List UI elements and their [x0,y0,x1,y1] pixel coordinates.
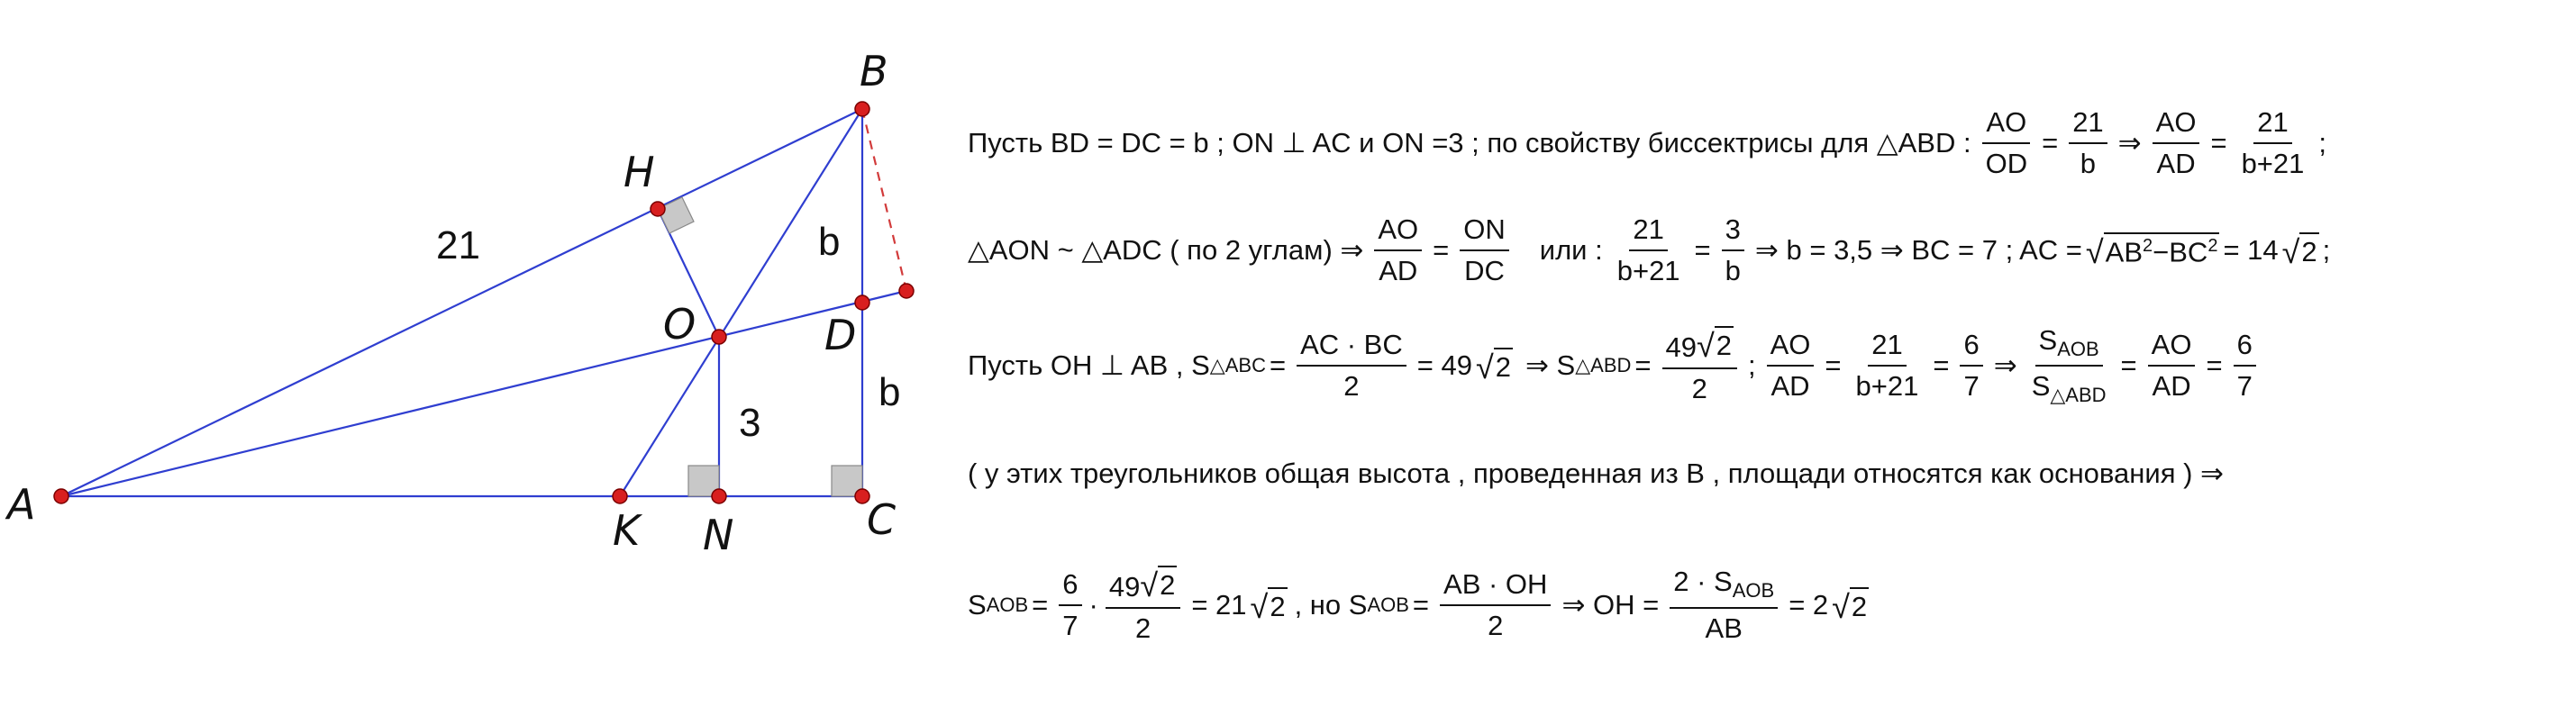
numerator: AO [1767,329,1815,367]
equals-sign: = [2120,349,2137,382]
semicolon: ; [2322,234,2331,266]
point-b [855,102,869,116]
denominator: AD [2152,370,2191,403]
line2-text: △AON ~ △ADC ( по 2 углам) ⇒ [968,234,1364,266]
value-49: = 49 [1416,349,1472,382]
radicand-bc: −BC [2153,236,2208,268]
numerator [1662,326,1738,369]
semicolon: ; [1748,349,1756,382]
radical-body: 2 [1268,587,1287,623]
numerator: AO [1374,213,1422,251]
fraction-6-7 [2234,329,2256,403]
point-k [613,489,627,503]
label-k: K [613,506,641,555]
subscript-aob: AOB [1367,594,1409,616]
segment-ad-extended [61,291,906,496]
subscript-aob: AOB [986,594,1029,616]
numerator: 21 [1868,329,1906,367]
s-letter: S [2038,324,2058,356]
denominator: AB [1705,612,1743,644]
equals-sign: = [1694,234,1711,266]
line3-text: Пусть OH ⊥ AB , S [968,349,1210,382]
radical-sign: √ [1140,566,1159,603]
point-o [712,330,726,344]
numerator-2s: 2 · S [1673,566,1733,598]
exponent: 2 [2143,235,2153,256]
fraction-on-dc [1460,213,1509,287]
fraction-ao-ad [1374,213,1422,287]
fraction-21-b-plus-21 [1852,329,1923,403]
radical-sign: √ [2281,233,2300,270]
numerator [2035,324,2103,367]
line1-text: Пусть BD = DC = b ; ON ⊥ AC и ON =3 ; по свойству биссектрисы для △ABD : [968,127,1971,159]
numerator: 3 [1722,213,1744,251]
numerator: AO [2148,329,2196,367]
implies-s: ⇒ S [1525,349,1576,382]
denominator: b [2080,148,2097,179]
denominator [2028,367,2110,407]
numerator: AB · OH [1440,568,1551,606]
radical-sign: √ [1696,327,1715,365]
label-dc-length: b [878,370,901,414]
denominator: b+21 [2241,148,2305,179]
solution-line-4 [964,458,2227,490]
exponent: 2 [2207,235,2218,256]
subscript-abd: △ABD [1575,354,1632,377]
label-b: B [860,47,888,95]
label-o: O [663,300,696,349]
fraction-ab-oh-2 [1440,568,1551,642]
numerator [1106,566,1181,609]
denominator: 7 [1062,610,1079,641]
denominator: AD [2156,148,2196,179]
dot-operator: · [1088,589,1098,621]
point-extension [899,284,914,298]
line4-text: ( у этих треугольников общая высота , проведенная из B , площади относятся как основания ) ⇒ [968,458,2225,489]
radical-2 [2282,232,2319,268]
value-21: = 21 [1191,589,1247,621]
equals-sign: = [1032,589,1049,621]
fraction-3-b [1722,213,1744,287]
equals-sign: = [1433,234,1450,266]
implies-arrow: ⇒ [2117,127,2142,159]
label-a: A [7,480,36,529]
radical-2 [1696,326,1734,365]
radicand-ab: AB [2105,236,2144,268]
numerator: 21 [2253,106,2291,144]
radical-sign: √ [1250,588,1269,625]
fraction-6-7 [1960,329,1982,403]
numerator: AO [1982,106,2030,144]
point-h [651,202,665,216]
subscript-abd: △ABD [2050,384,2107,407]
implies-oh: ⇒ OH = [1561,589,1660,621]
implies-arrow: ⇒ [1993,349,2017,382]
denominator: AD [1770,370,1810,403]
fraction-saob-sabd [2028,324,2110,407]
or-text: или : [1539,234,1603,266]
result-14: = 14 [2223,234,2279,266]
label-h: H [624,148,655,196]
equals-sign: = [1634,349,1652,382]
subscript-aob: AOB [2057,338,2099,361]
radical-body: 2 [1850,587,1869,623]
radical-sign: √ [2085,233,2104,271]
label-c: C [867,495,897,544]
s-letter: S [968,589,987,621]
radical-body: 2 [2299,232,2318,268]
line2-tail: ⇒ b = 3,5 ⇒ BC = 7 ; AC = [1754,234,2082,266]
label-d: D [824,311,857,359]
denominator: 7 [2236,370,2253,403]
denominator: b+21 [1855,370,1919,403]
fraction-49root2-2 [1106,566,1181,645]
radical-2 [1140,566,1177,602]
numerator-49: 49 [1665,331,1697,364]
label-n: N [703,511,734,559]
radical-body [2104,232,2220,268]
radical-sign: √ [1475,349,1494,386]
equals-sign: = [1933,349,1950,382]
denominator: b+21 [1616,255,1680,286]
solution-line-5 [964,566,1869,645]
fraction-ao-ad [2148,329,2196,403]
fraction-ao-od [1982,106,2032,180]
fraction-21-b [2069,106,2107,180]
numerator-49: 49 [1108,571,1141,603]
fraction-6-7 [1059,568,1081,642]
denominator: 2 [1488,610,1504,641]
solution-line-2 [964,213,2334,287]
semicolon: ; [2318,127,2327,159]
equals-sign: = [1269,349,1287,382]
label-ab-length: 21 [436,223,480,267]
radical-body: 2 [1158,566,1177,602]
fraction-2saob-ab [1670,566,1778,644]
equals-sign: = [1825,349,1842,382]
equals-sign: = [1412,589,1430,621]
solution-line-3 [964,324,2263,407]
fraction-21-b-plus-21 [2238,106,2308,180]
solution-text [964,0,2559,716]
point-d [855,295,869,310]
numerator: 21 [2069,106,2107,144]
solution-line-1 [964,106,2330,180]
fraction-ao-ad [2153,106,2200,180]
radical-2 [1251,587,1288,623]
radical-ab2-bc2 [2085,232,2220,271]
geometry-figure [0,0,955,716]
numerator [1670,566,1778,608]
denominator: 2 [1134,612,1151,644]
denominator: 7 [1963,370,1980,403]
radical-body: 2 [1715,326,1734,362]
numerator: 6 [1059,568,1081,606]
numerator: AO [2153,106,2200,144]
point-n [712,489,726,503]
but-s: , но S [1294,589,1368,621]
denominator: 2 [1343,370,1360,403]
right-angle-marker-h [658,197,694,233]
denominator: DC [1464,255,1505,286]
numerator: ON [1460,213,1509,251]
equals-sign: = [2206,349,2223,382]
equals-sign: = [2042,127,2059,159]
subscript-abc: △ABC [1209,354,1266,377]
numerator: 6 [2234,329,2256,367]
denominator: OD [1985,148,2028,179]
numerator: 6 [1960,329,1982,367]
fraction-21-b-plus-21 [1614,213,1684,287]
result-2: = 2 [1789,589,1829,621]
label-on-length: 3 [739,401,761,445]
subscript-aob: AOB [1732,579,1775,603]
numerator: AC · BC [1297,329,1406,367]
s-letter: S [2031,370,2051,403]
fraction-ac-bc-2 [1297,329,1406,403]
radical-2 [1476,348,1513,384]
equals-sign: = [2210,127,2227,159]
numerator: 21 [1629,213,1667,251]
point-a [54,489,68,503]
denominator: AD [1379,255,1418,286]
fraction-ao-ad [1767,329,1815,403]
label-bd-length: b [818,220,841,264]
dashed-segment-b-extension [862,109,906,291]
radical-sign: √ [1832,588,1850,625]
fraction-49root2-2 [1662,326,1738,405]
radical-2 [1832,587,1869,623]
radical-body: 2 [1494,348,1513,384]
denominator: 2 [1691,373,1707,405]
denominator: b [1725,255,1741,286]
